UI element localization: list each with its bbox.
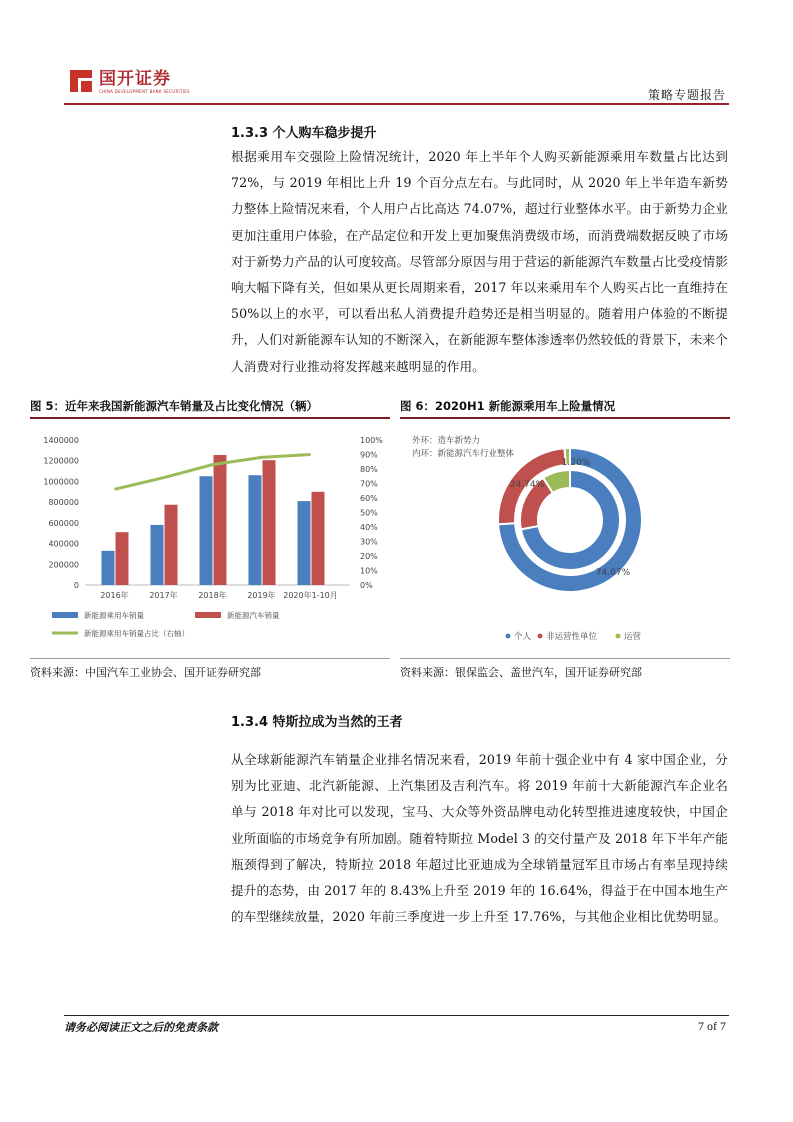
figure-6-bottom-rule	[400, 658, 730, 659]
y-tick-label: 0	[73, 581, 79, 590]
y2-tick-label: 70%	[360, 479, 378, 489]
x-tick-label: 2018年	[198, 591, 227, 600]
data-label: 24.74%	[509, 480, 545, 490]
brand-name-cn: 国开证券	[99, 69, 171, 89]
figure-5-bottom-rule	[30, 658, 390, 659]
y2-tick-label: 100%	[360, 436, 383, 445]
legend-label: 个人	[514, 632, 532, 642]
bar-passenger	[298, 501, 311, 585]
legend-dot	[538, 634, 543, 639]
y2-tick-label: 30%	[360, 537, 378, 547]
legend-swatch	[52, 612, 78, 618]
bar-passenger	[200, 476, 213, 585]
x-tick-label: 2016年	[100, 591, 129, 600]
header-divider	[64, 103, 729, 105]
y-tick-label: 600000	[48, 518, 79, 528]
report-type: 策略专题报告	[647, 88, 726, 102]
legend-label: 运营	[624, 632, 642, 642]
y-tick-label: 800000	[48, 498, 79, 508]
brand-logo	[70, 70, 190, 94]
figure-5-source: 资料来源：中国汽车工业协会、国开证券研究部	[30, 666, 261, 679]
legend-label: 非运营性单位	[546, 632, 598, 642]
x-tick-label: 2020年1-10月	[283, 591, 338, 600]
bar-total	[165, 505, 178, 585]
y2-tick-label: 60%	[360, 494, 378, 503]
bar-total	[116, 532, 129, 585]
y-tick-label: 1000000	[43, 477, 79, 487]
disclaimer: 请务必阅读正文之后的免责条款	[64, 1021, 218, 1034]
y2-tick-label: 40%	[360, 523, 378, 532]
x-tick-label: 2019年	[247, 591, 276, 600]
data-label: 74.07%	[595, 568, 631, 578]
y-tick-label: 1400000	[43, 436, 79, 445]
bar-total	[214, 455, 227, 585]
legend-swatch	[195, 612, 221, 618]
section-body-1-3-4: 从全球新能源汽车销量企业排名情况来看，2019 年前十强企业中有 4 家中国企业，分别为比亚迪、北汽新能源、上汽集团及吉利汽车。将 2019 年前十大新能源汽车企业名单与 2018 年对比可以发现，宝马、大众等外资品牌电动化转型推进速度较快，中国企业所面临的市场竞争有所加剧。随着特斯拉 Model 3 的交付量产及 2018 年下半年产能瓶颈得到了解决，特斯拉 2018 年超过比亚迪成为全球销量冠军且市场占有率呈现持续提升的态势，由 2017 年的 8.43%上升至 2019 年的 16.64%，得益于在中国本地生产的车型继续放量，2020 年前三季度进一步上升至 17.76%，与其他企业相比优势明显。	[231, 752, 728, 925]
y2-tick-label: 10%	[360, 566, 378, 576]
bar-passenger	[102, 551, 115, 585]
figure-6-source: 资料来源：银保监会、盖世汽车，国开证券研究部	[400, 666, 642, 679]
legend-dot	[506, 634, 511, 639]
brand-name-en: CHINA DEVELOPMENT BANK SECURITIES	[99, 89, 190, 94]
y-tick-label: 200000	[48, 560, 79, 570]
figure-6-title: 图 6：2020H1 新能源乘用车上险量情况	[400, 399, 616, 413]
y2-tick-label: 50%	[360, 508, 378, 518]
figure-5-chart	[30, 425, 390, 655]
bar-passenger	[249, 475, 262, 585]
chart-note: 内环：新能源汽车行业整体	[412, 449, 515, 459]
y-tick-label: 400000	[48, 539, 79, 549]
logo-icon	[70, 70, 92, 92]
y2-tick-label: 90%	[360, 450, 378, 460]
y2-tick-label: 80%	[360, 465, 378, 474]
y-tick-label: 1200000	[43, 456, 79, 466]
figure-5-title: 图 5：近年来我国新能源汽车销量及占比变化情况（辆）	[30, 399, 319, 413]
y2-tick-label: 20%	[360, 552, 378, 561]
section-title-1-3-4: 1.3.4 特斯拉成为当然的王者	[231, 715, 403, 730]
x-tick-label: 2017年	[149, 591, 178, 600]
y2-tick-label: 0%	[360, 581, 373, 590]
legend-label: 新能源乘用车销量	[84, 611, 144, 620]
bar-passenger	[151, 525, 164, 585]
figure-5-rule	[30, 417, 390, 419]
legend-dot	[616, 634, 621, 639]
data-label: 1.20%	[561, 458, 591, 468]
legend-label: 新能源汽车销量	[227, 611, 280, 620]
section-title-1-3-3: 1.3.3 个人购车稳步提升	[231, 126, 377, 141]
figure-6-chart	[400, 425, 730, 655]
footer-divider	[64, 1015, 729, 1016]
chart-note: 外环：造车新势力	[412, 436, 481, 446]
legend-label: 新能源乘用车销量占比（右轴）	[84, 629, 189, 638]
page-number: 7 of 7	[698, 1019, 726, 1033]
figure-6-rule	[400, 417, 730, 419]
bar-total	[312, 492, 325, 585]
bar-total	[263, 460, 276, 585]
section-body-1-3-3: 根据乘用车交强险上险情况统计，2020 年上半年个人购买新能源乘用车数量占比达到 72%，与 2019 年相比上升 19 个百分点左右。与此同时，从 2020 年上半年造车新势力整体上险情况来看，个人用户占比高达 74.07%，超过行业整体水平。由于新势力企业更加注重用户体验，在产品定位和开发上更加聚焦消费级市场，而消费端数据反映了市场对于新势力产品的认可度较高。尽管部分原因与用于营运的新能源汽车数量占比受疫情影响大幅下降有关，但如果从更长周期来看，2017 年以来乘用车个人购买占比一直维持在 50%以上的水平，可以看出私人消费提升趋势还是相当明显的。随着用户体验的不断提升，人们对新能源车认知的不断深入，在新能源车整体渗透率仍然较低的背景下，未来个人消费对行业推动将发挥越来越明显的作用。	[231, 149, 729, 374]
